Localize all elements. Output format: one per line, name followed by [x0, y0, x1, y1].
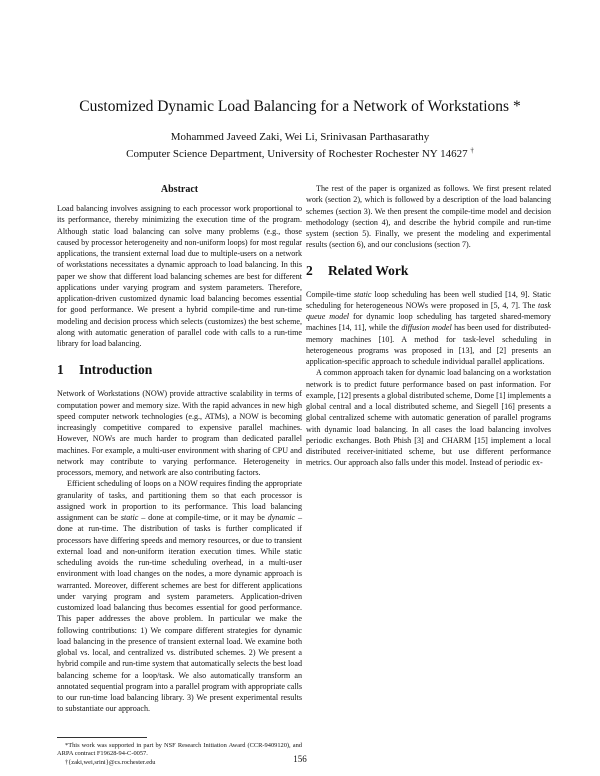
intro-paragraph-2 [57, 478, 302, 714]
authors: Mohammed Javeed Zaki, Wei Li, Srinivasan Parthasarathy [170, 131, 430, 143]
footnote-rule [57, 737, 147, 738]
affiliation-footnote-mark: † [470, 146, 474, 155]
text-run: Efficient scheduling of loops on a NOW requires finding the appropriate granularity of tasks, and partitioning them so that each processor is assigned work in proportion to its performance. This load balancing assignment can be [57, 479, 302, 522]
title-footnote-mark: * [512, 98, 521, 115]
right-column [306, 183, 551, 469]
section-title: Related Work [328, 262, 409, 278]
page-number: 156 [293, 754, 307, 764]
footnote-funding: *This work was supported in part by NSF Research Initiation Award (CCR-9409120), and ARPA contract F19628-94-C-0057. [57, 742, 302, 758]
intro-paragraph-3: The rest of the paper is organized as follows. We first present related work (section 2), which is followed by a description of the load balancing schemes (section 3). We then present the compile-time model and decision methodology (section 4), and describe the hybrid compile and run-time system (section 5). Finally, we present the modeling and experimental results (section 6), and our conclusions (section 7). [306, 184, 551, 250]
abstract-heading: Abstract [160, 184, 199, 195]
affiliation-text: Computer Science Department, University of Rochester Rochester NY 14627 [126, 148, 468, 160]
related-paragraph-2: A common approach taken for dynamic load balancing on a workstation network is to predict future performance based on past information. For example, [12] presents a global distributed scheme, Dome [1] implements a global central and a local distributed scheme, and Siegell [16] presents a global centralized scheme with automatic generation of parallel programs with dynamic load balancing. In all cases the load balancing involves periodic exchanges. Both Phish [3] and CHARM [15] implement a local distributed receiver-initiated scheme, but use different performance metrics. Our approach also falls under this model. Instead of periodic ex- [306, 368, 551, 468]
section-number: 1 [57, 362, 64, 378]
emph-dynamic: dynamic [267, 513, 296, 522]
left-column [57, 183, 302, 715]
abstract-text: Load balancing involves assigning to each processor work proportional to its performance, thereby minimizing the execution time of the program. Although static load balancing can solve many problems (e.g., those caused by processor heterogeneity and non-uniform loops) for most regular applications, the transient external load due to multiple-users on a network of workstations necessitates a dynamic approach to load balancing. In this paper we show that different load balancing schemes are best for different applications under varying program and system parameters. Therefore, application-driven customized dynamic load balancing becomes essential for good performance. We present a hybrid compile-time and run-time modeling and decision process which selects (customizes) the best scheme, along with automatic generation of parallel code with calls to a run-time library for load balancing. [57, 204, 302, 348]
text-run: – done at compile-time, or it may be [138, 513, 268, 522]
section-number: 2 [306, 262, 313, 278]
emph-static: static [120, 513, 139, 522]
footnote-emails: †{zaki,wei,srini}@cs.rochester.edu [65, 758, 156, 766]
text-run: loop scheduling has been well studied [14, 9]. Static scheduling for heterogeneous NOWs were proposed in [5, 4, 7]. The [306, 289, 552, 310]
text-run: for dynamic loop scheduling has targeted shared-memory machines [14, 11], while the [306, 312, 551, 333]
text-run: – done at run-time. The distribution of tasks is further complicated if processors have differing speeds and memory resources, or due to transient external load and non-uniform iteration execution times. While static scheduling avoids the run-time scheduling overhead, in a multi-user environment with load changes on the nodes, a more dynamic approach is warranted. Moreover, different schemes are best for different applications under varying program and system parameters. Application-driven customized load balancing thus becomes essential for good performance. This paper addresses the above problem. In particular we make the following contributions: 1) We compare different strategies for dynamic load balancing in the presence of transient external load. We examine both global vs. local, and centralized vs. distributed schemes. 2) We present a hybrid compile and run-time system that automatically selects the best load balancing scheme for a loop/task. We also automatically transform an annotated sequential program into a parallel program with appropriate calls to our run-time load balancing library. 3) We present experimental results to substantiate our approach. [57, 513, 302, 714]
emph-static: static [353, 289, 372, 299]
section-heading-related-work [306, 263, 551, 279]
paper-title [40, 97, 560, 117]
related-paragraph-1 [306, 289, 551, 368]
emph-task-queue-model: task queue model [306, 300, 551, 321]
text-run: Compile-time [306, 289, 354, 299]
intro-paragraph-1: Network of Workstations (NOW) provide attractive scalability in terms of computation power and memory size. With the rapid advances in new high speed computer network technologies (e.g., ATMs), a NOW is becoming increasingly competitive compared to expensive parallel machines. However, NOWs are much harder to program than dedicated parallel machines. For example, a multi-user environment with sharing of CPU and network may contribute to varying performance. Heterogeneity in processors, memory, and network are also contributing factors. [57, 389, 302, 477]
section-title: Introduction [79, 362, 153, 378]
emph-diffusion-model: diffusion model [401, 323, 452, 333]
affiliation [40, 147, 560, 161]
section-heading-introduction [57, 362, 302, 378]
text-run: has been used for distributed-memory machines [10]. A method for task-level scheduling in heterogeneous programs was proposed in [13], and [2] presents an application-specific approach to schedule individual parallel applications. [306, 323, 551, 366]
title-text: Customized Dynamic Load Balancing for a Network of Workstations [79, 98, 510, 115]
